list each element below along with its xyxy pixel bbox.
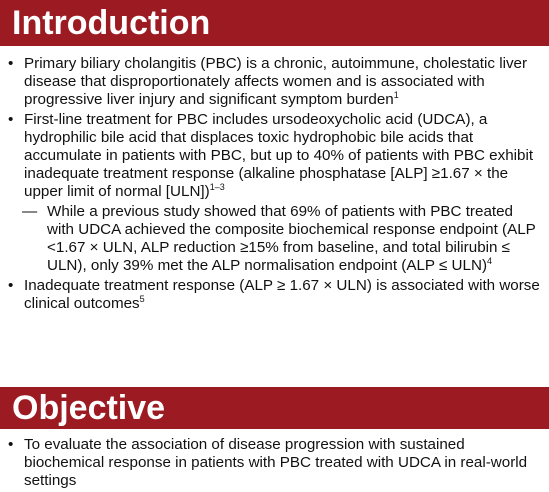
- objective-list: [0, 436, 549, 492]
- objective-bullet-1: [0, 436, 549, 490]
- intro-sub-bullet-text: While a previous study showed that 69% of patients with PBC treated with UDCA achieved the composite biochemical response endpoint (ALP <1.67 × ULN, ALP reduction ≥15% from baseline, and total bilirubin ≤ ULN), only 39% met the ALP normalisation endpoint (ALP ≤ ULN): [47, 203, 536, 274]
- introduction-heading: Introduction: [0, 0, 549, 46]
- objective-heading: Objective: [0, 387, 549, 429]
- intro-bullet-1-text: Primary biliary cholangitis (PBC) is a chronic, autoimmune, cholestatic liver disease that disproportionately affects women and is associated with progressive liver injury and significant symptom burden: [24, 55, 528, 108]
- introduction-list: [0, 55, 549, 315]
- intro-sub-bullet: [0, 203, 549, 275]
- intro-bullet-1: [0, 55, 549, 109]
- bullet-icon: •: [8, 55, 14, 72]
- intro-bullet-2-ref: 1–3: [209, 182, 225, 192]
- intro-bullet-2-text: First-line treatment for PBC includes ursodeoxycholic acid (UDCA), a hydrophilic bile acid that displaces toxic hydrophobic bile acids that accumulate in patients with PBC, but up to 40% of patients with PBC exhibit inadequate treatment response (alkaline phosphatase [ALP] ≥1.67 × the upper limit of normal [ULN]): [24, 111, 534, 200]
- intro-bullet-2: [0, 111, 549, 201]
- intro-bullet-1-ref: 1: [393, 90, 399, 100]
- intro-bullet-3-text: Inadequate treatment response (ALP ≥ 1.67 × ULN) is associated with worse clinical outcomes: [24, 277, 540, 312]
- objective-bullet-1-text: To evaluate the association of disease progression with sustained biochemical response in patients with PBC treated with UDCA in real-world settings: [24, 436, 528, 489]
- dash-icon: —: [22, 203, 38, 220]
- intro-bullet-3: [0, 277, 549, 313]
- intro-bullet-3-ref: 5: [139, 294, 145, 304]
- intro-sub-bullet-ref: 4: [487, 256, 493, 266]
- bullet-icon: •: [8, 111, 14, 128]
- bullet-icon: •: [8, 277, 14, 294]
- bullet-icon: •: [8, 436, 14, 453]
